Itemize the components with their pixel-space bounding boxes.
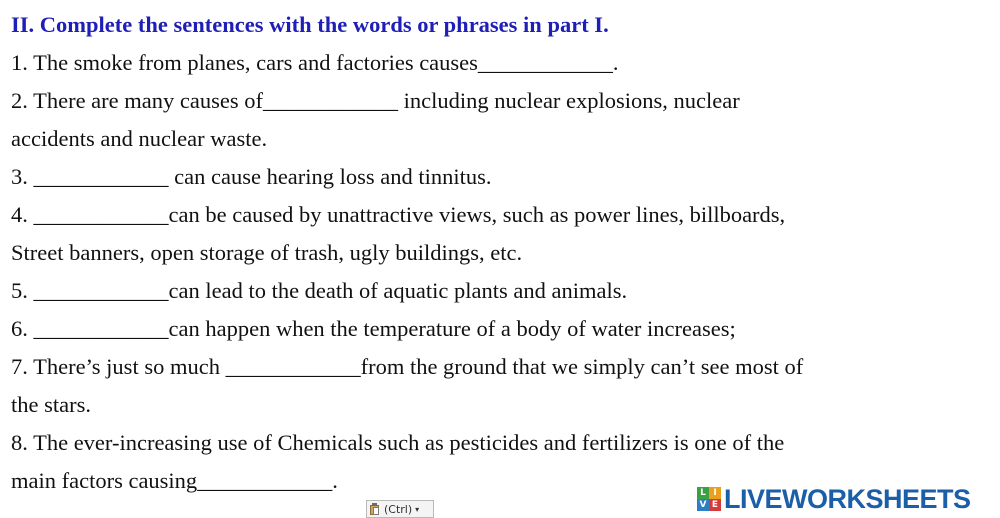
answer-blank-3[interactable]: ____________ — [33, 164, 169, 189]
logo-mark-letter: L — [697, 487, 709, 499]
sentence-text: 4. — [11, 202, 34, 227]
sentence-text: can be caused by unattractive views, such as power lines, billboards, — [168, 202, 786, 227]
answer-blank-7[interactable]: ____________ — [225, 354, 361, 379]
sentence-text: can cause hearing loss and tinnitus. — [168, 164, 492, 189]
logo-mark-letter: E — [709, 499, 721, 511]
sentence-text: 2. There are many causes of — [11, 88, 263, 113]
sentence-3 — [11, 158, 991, 196]
logo-mark-letter: I — [709, 487, 721, 499]
worksheet — [11, 6, 991, 500]
sentence-text: 3. — [11, 164, 34, 189]
sentence-text: including nuclear explosions, nuclear — [397, 88, 740, 113]
sentence-text: main factors causing — [11, 468, 198, 493]
sentence-text: . — [332, 468, 338, 493]
sentence-6 — [11, 310, 991, 348]
sentence-text: 7. There’s just so much — [11, 354, 226, 379]
sentence-2 — [11, 82, 991, 120]
logo-text: LIVEWORKSHEETS — [724, 484, 971, 514]
sentence-1 — [11, 44, 991, 82]
answer-blank-8[interactable]: ____________ — [197, 468, 333, 493]
liveworksheets-logo — [697, 484, 971, 514]
sentence-2-continued: accidents and nuclear waste. — [11, 126, 268, 151]
sentence-text: can happen when the temperature of a body of water increases; — [168, 316, 736, 341]
answer-blank-5[interactable]: ____________ — [33, 278, 169, 303]
sentence-text: can lead to the death of aquatic plants and animals. — [168, 278, 628, 303]
answer-blank-1[interactable]: ____________ — [477, 50, 613, 75]
paste-options-label: (Ctrl) — [384, 502, 413, 516]
sentence-text: 8. The ever-increasing use of Chemicals such as pesticides and fertilizers is one of the — [11, 430, 785, 455]
exercise-heading: II. Complete the sentences with the words or phrases in part I. — [11, 12, 609, 37]
logo-mark-letter: V — [697, 499, 709, 511]
sentence-7-continued: the stars. — [11, 392, 91, 417]
sentence-text: from the ground that we simply can’t see most of — [360, 354, 804, 379]
clipboard-icon — [370, 503, 380, 515]
sentence-text: 5. — [11, 278, 34, 303]
sentence-5 — [11, 272, 991, 310]
paste-options-button[interactable] — [366, 500, 434, 518]
sentence-text: 6. — [11, 316, 34, 341]
chevron-down-icon: ▾ — [415, 504, 420, 514]
sentence-4 — [11, 196, 991, 234]
logo-mark-icon — [697, 487, 721, 511]
sentence-4-continued: Street banners, open storage of trash, ugly buildings, etc. — [11, 240, 523, 265]
sentence-8 — [11, 424, 991, 462]
sentence-text: . — [612, 50, 619, 75]
sentence-7 — [11, 348, 991, 386]
answer-blank-2[interactable]: ____________ — [262, 88, 398, 113]
answer-blank-4[interactable]: ____________ — [33, 202, 169, 227]
sentence-text: 1. The smoke from planes, cars and factories causes — [11, 50, 478, 75]
answer-blank-6[interactable]: ____________ — [33, 316, 169, 341]
